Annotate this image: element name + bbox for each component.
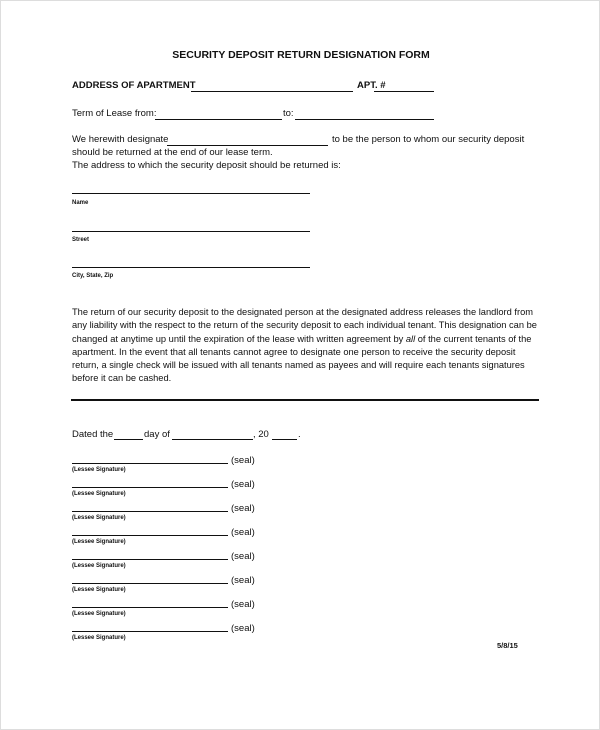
seal-label: (seal) — [231, 527, 255, 538]
street-field[interactable] — [72, 231, 310, 232]
name-field[interactable] — [72, 193, 310, 194]
designate-line2: should be returned at the end of our lease term. — [72, 147, 273, 158]
signature-block[interactable] — [72, 477, 272, 501]
dated-prefix: Dated the — [72, 429, 114, 440]
section-divider — [71, 399, 539, 401]
signature-line[interactable] — [72, 463, 228, 464]
month-field[interactable] — [172, 439, 253, 440]
seal-label: (seal) — [231, 479, 255, 490]
signature-label: (Lessee Signature) — [72, 563, 126, 569]
paragraph-emphasis: all — [405, 333, 416, 344]
seal-label: (seal) — [231, 455, 255, 466]
signature-label: (Lessee Signature) — [72, 491, 126, 497]
signature-line[interactable] — [72, 559, 228, 560]
city-state-zip-label: City, State, Zip — [72, 273, 114, 279]
seal-label: (seal) — [231, 599, 255, 610]
address-intro: The address to which the security deposit should be returned is: — [72, 160, 341, 171]
signature-label: (Lessee Signature) — [72, 635, 126, 641]
signature-label: (Lessee Signature) — [72, 611, 126, 617]
signature-line[interactable] — [72, 487, 228, 488]
street-label: Street — [72, 237, 90, 243]
signature-label: (Lessee Signature) — [72, 515, 126, 521]
signature-line[interactable] — [72, 631, 228, 632]
signature-label: (Lessee Signature) — [72, 539, 126, 545]
release-paragraph — [72, 306, 542, 386]
term-to-label: to: — [283, 108, 294, 119]
seal-label: (seal) — [231, 503, 255, 514]
dated-end: . — [298, 429, 301, 440]
signature-line[interactable] — [72, 511, 228, 512]
paragraph-text: The return of our security deposit to the designated person at the designated address releases the landlord from any liability with the respect to the return of the security deposit to each individual tenant. This designation can be changed at anytime up until the expiration of the lease with written agreement by — [72, 307, 537, 344]
signature-block[interactable] — [72, 453, 272, 477]
designate-prefix: We herewith designate — [72, 134, 169, 145]
term-from-field[interactable] — [155, 119, 282, 120]
seal-label: (seal) — [231, 623, 255, 634]
apt-label: APT. # — [357, 80, 386, 91]
form-title: SECURITY DEPOSIT RETURN DESIGNATION FORM — [172, 49, 430, 61]
name-label: Name — [72, 200, 89, 206]
signature-block[interactable] — [72, 501, 272, 525]
designate-suffix: to be the person to whom our security deposit — [332, 134, 525, 145]
signature-block[interactable] — [72, 573, 272, 597]
signature-block[interactable] — [72, 621, 272, 645]
footer-date: 5/8/15 — [497, 641, 518, 650]
seal-label: (seal) — [231, 575, 255, 586]
signature-block[interactable] — [72, 549, 272, 573]
city-state-zip-field[interactable] — [72, 267, 310, 268]
signature-line[interactable] — [72, 583, 228, 584]
signature-label: (Lessee Signature) — [72, 467, 126, 473]
paragraph-text: of the current tenants of the apartment. In the event that all tenants cannot agree to designate one person to receive the security deposit return, a single check will be issued with all tenants named as payees and will require each tenants signatures before it can be cashed. — [72, 333, 532, 384]
designee-field[interactable] — [167, 145, 328, 146]
signature-line[interactable] — [72, 607, 228, 608]
term-from-label: Term of Lease from: — [72, 108, 157, 119]
seal-label: (seal) — [231, 551, 255, 562]
address-field[interactable] — [191, 91, 353, 92]
dated-year-prefix: , 20 — [253, 429, 269, 440]
term-to-field[interactable] — [295, 119, 434, 120]
signature-line[interactable] — [72, 535, 228, 536]
signature-block[interactable] — [72, 597, 272, 621]
apt-field[interactable] — [374, 91, 434, 92]
year-field[interactable] — [272, 439, 297, 440]
day-field[interactable] — [114, 439, 143, 440]
address-label: ADDRESS OF APARTMENT — [72, 80, 196, 91]
dated-day-of: day of — [144, 429, 170, 440]
signature-block[interactable] — [72, 525, 272, 549]
signature-label: (Lessee Signature) — [72, 587, 126, 593]
